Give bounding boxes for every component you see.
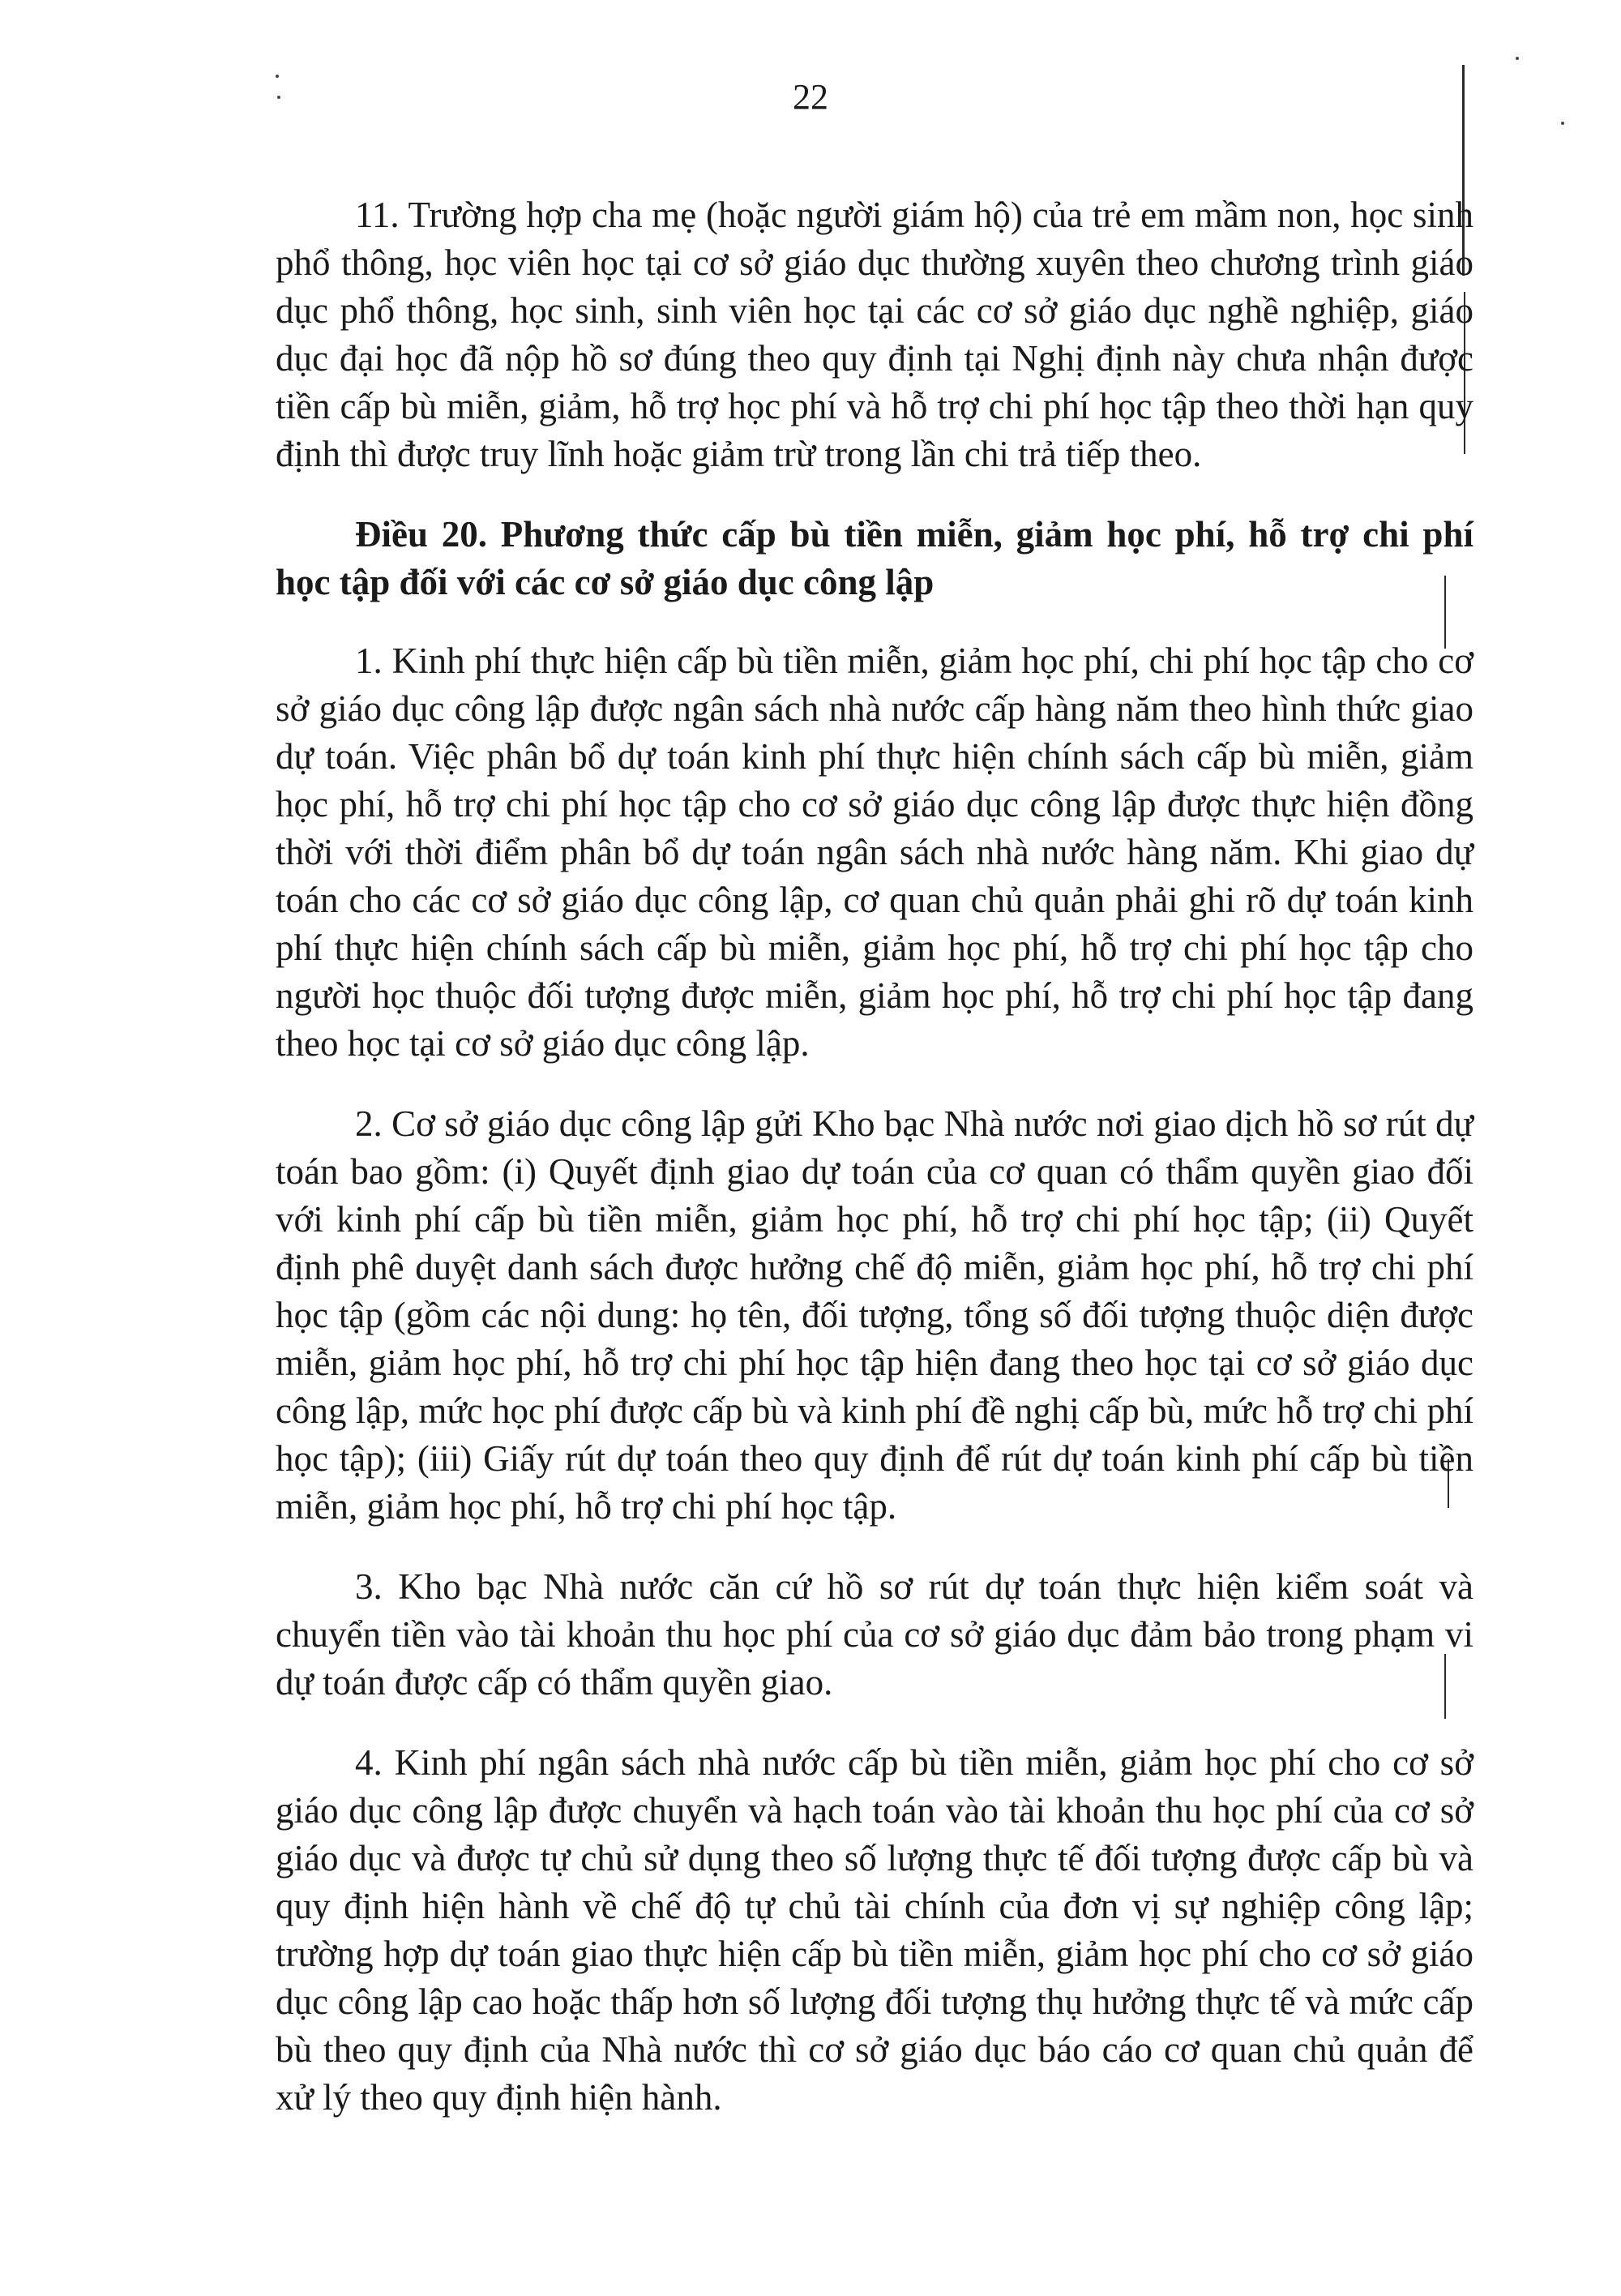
clause-4: 4. Kinh phí ngân sách nhà nước cấp bù tiền miễn, giảm học phí cho cơ sở giáo dục công lập được chuyển và hạch toán vào tài khoản thu học phí của cơ sở giáo dục và được tự chủ sử dụng theo số lượng thực tế đối tượng được cấp bù và quy định hiện hành về chế độ tự chủ tài chính của đơn vị sự nghiệp công lập; trường hợp dự toán giao thực hiện cấp bù tiền miễn, giảm học phí cho cơ sở giáo dục công lập cao hoặc thấp hơn số lượng đối tượng thụ hưởng thực tế và mức cấp bù theo quy định của Nhà nước thì cơ sở giáo dục báo cáo cơ quan chủ quản để xử lý theo quy định hiện hành.: [276, 1742, 1473, 2118]
scan-speck: [1561, 122, 1564, 125]
page-number: 22: [793, 77, 828, 117]
clause-2: 2. Cơ sở giáo dục công lập gửi Kho bạc Nhà nước nơi giao dịch hồ sơ rút dự toán bao gồm: (i) Quyết định giao dự toán của cơ quan có thẩm quyền giao đối với kinh phí cấp bù tiền miễn, giảm học phí, hỗ trợ chi phí học tập; (ii) Quyết định phê duyệt danh sách được hưởng chế độ miễn, giảm học phí, hỗ trợ chi phí học tập (gồm các nội dung: họ tên, đối tượng, tổng số đối tượng thuộc diện được miễn, giảm học phí, hỗ trợ chi phí học tập hiện đang theo học tại cơ sở giáo dục công lập, mức học phí được cấp bù và kinh phí đề nghị cấp bù, mức hỗ trợ chi phí học tập); (iii) Giấy rút dự toán theo quy định để rút dự toán kinh phí cấp bù tiền miễn, giảm học phí, hỗ trợ chi phí học tập.: [276, 1103, 1473, 1527]
scan-speck: [1516, 57, 1519, 60]
clause-3: 3. Kho bạc Nhà nước căn cứ hồ sơ rút dự toán thực hiện kiểm soát và chuyển tiền vào tài khoản thu học phí của cơ sở giáo dục đảm bảo trong phạm vi dự toán được cấp có thẩm quyền giao.: [276, 1566, 1473, 1703]
clause-11: 11. Trường hợp cha mẹ (hoặc người giám hộ) của trẻ em mầm non, học sinh phổ thông, học viên học tại cơ sở giáo dục thường xuyên theo chương trình giáo dục phổ thông, học sinh, sinh viên học tại các cơ sở giáo dục nghề nghiệp, giáo dục đại học đã nộp hồ sơ đúng theo quy định tại Nghị định này chưa nhận được tiền cấp bù miễn, giảm, hỗ trợ học phí và hỗ trợ chi phí học tập theo thời hạn quy định thì được truy lĩnh hoặc giảm trừ trong lần chi trả tiếp theo.: [276, 195, 1473, 474]
clause-1: 1. Kinh phí thực hiện cấp bù tiền miễn, giảm học phí, chi phí học tập cho cơ sở giáo dục công lập được ngân sách nhà nước cấp hàng năm theo hình thức giao dự toán. Việc phân bổ dự toán kinh phí thực hiện chính sách cấp bù miễn, giảm học phí, hỗ trợ chi phí học tập cho cơ sở giáo dục công lập được thực hiện đồng thời với thời điểm phân bổ dự toán ngân sách nhà nước hàng năm. Khi giao dự toán cho các cơ sở giáo dục công lập, cơ quan chủ quản phải ghi rõ dự toán kinh phí thực hiện chính sách cấp bù miễn, giảm học phí, hỗ trợ chi phí học tập cho người học thuộc đối tượng được miễn, giảm học phí, hỗ trợ chi phí học tập đang theo học tại cơ sở giáo dục công lập.: [276, 640, 1473, 1064]
document-body: [276, 191, 1473, 2154]
scan-speck: [276, 75, 279, 78]
scan-speck: [277, 96, 280, 99]
article-20-heading: Điều 20. Phương thức cấp bù tiền miễn, giảm học phí, hỗ trợ chi phí học tập đối với các cơ sở giáo dục công lập: [276, 514, 1473, 602]
